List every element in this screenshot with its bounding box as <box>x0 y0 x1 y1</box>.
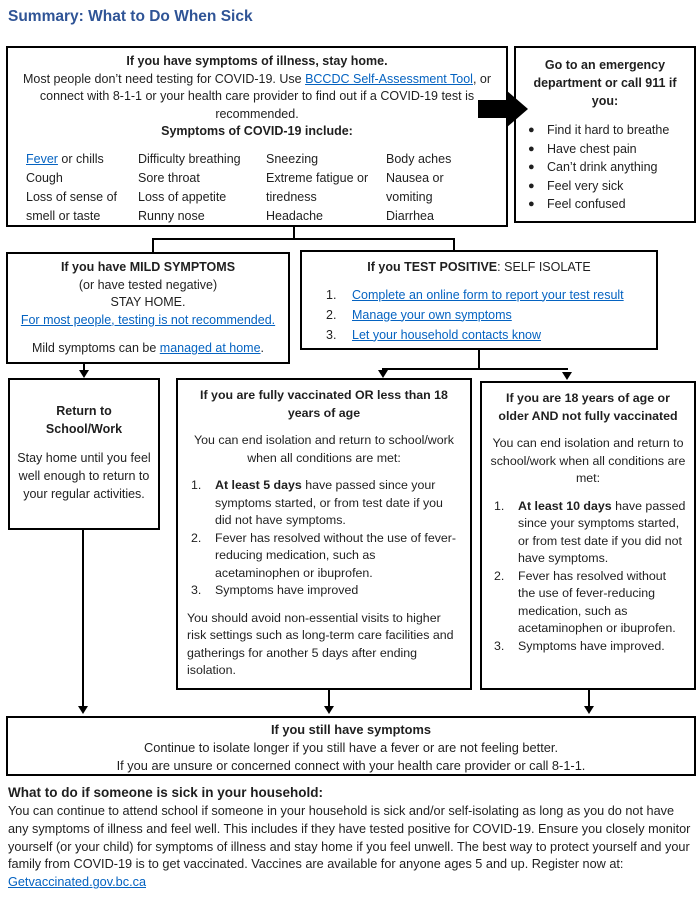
bullet-icon: ● <box>528 124 535 136</box>
bullet-icon: ● <box>528 179 535 192</box>
symptoms-box-heading: If you have symptoms of illness, stay home. <box>126 54 388 68</box>
vaccinated-box-footer: You should avoid non-essential visits to higher risk settings such as long-term care facilities and gatherings for another 5 days after ending isolation. <box>187 610 454 677</box>
list-item <box>312 305 646 325</box>
symptoms-column-4 <box>386 150 498 226</box>
vaccinated-box <box>176 378 472 690</box>
symptoms-box-intro <box>16 71 498 124</box>
symptoms-list-subheading: Symptoms of COVID-19 include: <box>161 124 353 138</box>
getvaccinated-link[interactable]: Getvaccinated.gov.bc.ca <box>8 875 146 890</box>
item-text <box>215 530 461 583</box>
symptom-line: Sore throat <box>138 170 200 185</box>
test-positive-steps <box>312 285 646 345</box>
household-text: You can continue to attend school if someone in your household is sick and/or self-isolating as long as you do not have any symptoms of illness and feel well. This includes if they have tested positive for COVID-19. Ensure you closely monitor yourself (or your child) for symptoms of illness and stay home if you feel unwell. The best way to protect yourself and your family from COVID-19 is to get vaccinated. Vaccines are available for anyone ages 5 and up. Register now at: <box>8 804 691 872</box>
emergency-box <box>514 46 696 223</box>
list-item <box>522 140 688 159</box>
symptom-line: vomiting <box>386 189 433 204</box>
test-positive-box <box>300 250 658 350</box>
bullet-icon: ● <box>528 142 535 155</box>
connector-line <box>453 240 455 250</box>
mild-box-line <box>14 340 282 358</box>
heading-bold: If you TEST POSITIVE <box>367 260 498 274</box>
symptom-line: tiredness <box>266 189 317 204</box>
connector-line <box>328 690 330 706</box>
symptoms-grid <box>16 150 498 226</box>
still-box-line: If you are unsure or concerned connect with your health care provider or call 8-1-1. <box>116 758 586 773</box>
list-item <box>522 121 688 140</box>
list-item <box>522 158 688 177</box>
list-item <box>522 195 688 214</box>
item-number: 1. <box>191 478 202 492</box>
emergency-bullet-list <box>522 121 688 214</box>
connector-line <box>82 530 84 706</box>
return-box-body: Stay home until you feel well enough to return to your regular activities. <box>17 451 151 501</box>
unvaccinated-box <box>480 381 696 690</box>
symptom-text: or chills <box>57 151 104 166</box>
arrow-down-icon <box>78 706 88 714</box>
item-number: 3. <box>191 583 202 597</box>
arrow-right-icon <box>478 100 506 118</box>
unvaccinated-box-heading: If you are 18 years of age or older AND not fully vaccinated <box>498 391 678 423</box>
unvaccinated-box-intro: You can end isolation and return to school/work when all conditions are met: <box>490 436 686 485</box>
symptom-line: Loss of sense of <box>26 189 118 204</box>
vaccinated-box-intro: You can end isolation and return to school/work when all conditions are met: <box>194 433 454 465</box>
bullet-text: Feel very sick <box>547 178 624 193</box>
still-symptoms-box <box>6 716 696 776</box>
symptom-line <box>26 150 138 169</box>
bullet-text: Have chest pain <box>547 141 637 156</box>
item-number: 2. <box>494 568 505 583</box>
arrow-right-icon <box>506 90 528 128</box>
report-test-result-link[interactable]: Complete an online form to report your test result <box>352 287 624 302</box>
testing-not-recommended-link[interactable]: For most people, testing is not recommended. <box>20 312 276 327</box>
list-item <box>187 530 461 583</box>
heading-rest: : SELF ISOLATE <box>497 260 591 274</box>
symptom-line: Diarrhea <box>386 208 434 223</box>
symptom-line: Cough <box>26 170 63 185</box>
mild-symptoms-box <box>6 252 290 364</box>
item-rest: Symptoms have improved. <box>518 638 665 653</box>
connector-line <box>478 350 480 370</box>
still-box-line: Continue to isolate longer if you still have a fever or are not feeling better. <box>143 740 558 755</box>
symptoms-column-1 <box>26 150 138 226</box>
symptom-line: smell or taste <box>26 208 101 223</box>
fever-link[interactable]: Fever <box>26 151 58 166</box>
list-item <box>490 498 686 568</box>
mild-text-pre: Mild symptoms can be <box>31 341 160 355</box>
mild-box-line <box>14 312 282 330</box>
item-bold: At least 5 days <box>215 478 302 492</box>
item-rest: Fever has resolved without the use of fever-reducing medication, such as acetaminophen or ibuprofen. <box>518 568 676 635</box>
item-text <box>518 638 665 656</box>
item-bold: At least 10 days <box>518 498 612 513</box>
bullet-icon: ● <box>528 161 535 174</box>
bullet-icon: ● <box>528 198 535 211</box>
arrow-down-icon <box>562 372 572 380</box>
bullet-text: Find it hard to breathe <box>547 123 670 137</box>
manage-symptoms-link[interactable]: Manage your own symptoms <box>352 307 512 322</box>
item-number: 3. <box>326 327 337 342</box>
still-box-heading: If you still have symptoms <box>270 722 431 737</box>
symptoms-box <box>6 46 508 227</box>
item-number: 3. <box>494 638 505 653</box>
return-box-heading: Return to <box>56 404 112 418</box>
page-title: Summary: What to Do When Sick <box>8 8 253 25</box>
item-text <box>518 568 686 638</box>
symptom-line: Sneezing <box>266 151 319 166</box>
symptom-line: Difficulty breathing <box>138 151 241 166</box>
household-paragraph <box>8 803 696 892</box>
managed-at-home-link[interactable]: managed at home <box>159 341 261 355</box>
list-item <box>490 568 686 638</box>
intro-text-pre: Most people don’t need testing for COVID-19. Use <box>22 71 306 86</box>
symptom-line: Runny nose <box>138 208 205 223</box>
list-item <box>312 285 646 305</box>
mild-box-line: STAY HOME. <box>110 295 186 309</box>
test-positive-heading <box>312 259 646 277</box>
item-number: 2. <box>191 530 202 545</box>
emergency-box-heading: Go to an emergency department or call 911 if you: <box>533 58 677 108</box>
bccdc-self-assessment-link[interactable]: BCCDC Self-Assessment Tool <box>305 71 473 86</box>
list-item <box>490 638 686 656</box>
vaccinated-box-heading: If you are fully vaccinated OR less than 18 years of age <box>200 388 448 420</box>
item-text <box>215 582 358 600</box>
household-contacts-link[interactable]: Let your household contacts know <box>352 327 542 342</box>
connector-line <box>152 240 154 252</box>
connector-line <box>588 690 590 706</box>
arrow-down-icon <box>324 706 334 714</box>
item-rest: Fever has resolved without the use of fever-reducing medication, such as acetaminophen or ibuprofen. <box>215 530 457 580</box>
list-item <box>187 477 461 530</box>
symptom-line: Extreme fatigue or <box>266 170 369 185</box>
vaccinated-conditions <box>187 477 461 600</box>
item-text <box>215 477 461 530</box>
bullet-text: Feel confused <box>547 197 626 212</box>
intro-text-post: , or connect with 8-1-1 or your health care provider to find out if a COVID-19 test is recommended. <box>39 71 492 121</box>
connector-line <box>382 368 568 370</box>
mild-box-line: (or have tested negative) <box>78 277 218 292</box>
symptom-line: Headache <box>266 208 323 223</box>
list-item <box>522 177 688 196</box>
item-rest: have passed since your symptoms started, or from test date if you did not have symptoms. <box>518 498 686 565</box>
household-link-line <box>8 874 696 892</box>
return-box <box>8 378 160 530</box>
list-item <box>312 325 646 345</box>
arrow-down-icon <box>378 370 388 378</box>
list-item <box>187 582 461 600</box>
connector-line <box>152 238 455 240</box>
bullet-text: Can’t drink anything <box>547 160 658 175</box>
symptom-line: Nausea or <box>386 170 444 185</box>
household-heading: What to do if someone is sick in your household: <box>8 785 324 800</box>
item-number: 2. <box>326 307 337 322</box>
mild-box-heading: If you have MILD SYMPTOMS <box>60 260 236 274</box>
mild-text-post: . <box>260 341 265 355</box>
symptoms-column-3 <box>266 150 386 226</box>
arrow-down-icon <box>584 706 594 714</box>
return-box-heading: School/Work <box>45 422 123 436</box>
symptom-line: Loss of appetite <box>138 189 227 204</box>
item-rest: have passed since your symptoms started, or from test date if you did not have symptoms. <box>215 478 443 527</box>
item-number: 1. <box>326 287 337 302</box>
arrow-down-icon <box>79 370 89 378</box>
symptoms-column-2 <box>138 150 266 226</box>
item-rest: Symptoms have improved <box>215 583 359 597</box>
unvaccinated-conditions <box>490 498 686 656</box>
connector-line <box>293 227 295 238</box>
item-number: 1. <box>494 498 505 513</box>
item-text <box>518 498 686 568</box>
symptom-line: Body aches <box>386 151 452 166</box>
